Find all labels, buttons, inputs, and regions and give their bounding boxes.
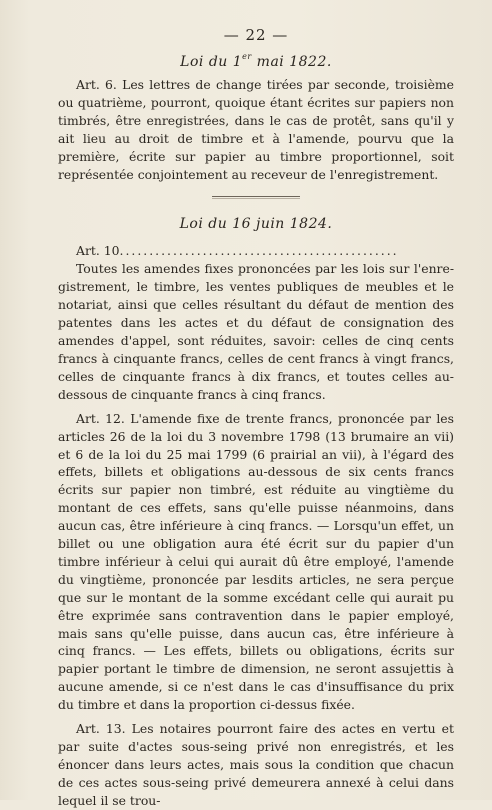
article-13: Art. 13. Les notaires pourront faire des actes en vertu et par suite d'actes sous-seing privé non enregistrés, et les énoncer dans leurs actes, mais sous la condition que chacun de ces actes sous-seing privé demeurera annexé à celui dans lequel il se trou-	[58, 721, 454, 808]
article-10-dots: ...............................................	[119, 243, 399, 259]
section-divider	[212, 196, 300, 199]
article-10-line	[58, 242, 454, 260]
section-heading-loi-1822	[58, 52, 454, 72]
article-10-text: Toutes les amendes fixes prononcées par les lois sur l'enregistrement, le timbre, les ventes publiques de meubles et le notariat, ainsi que celles résultant du défaut de mention des patentes dans les actes et du défaut de consignation des amendes d'appel, sont réduites, savoir: celles de cinq cents francs à cinquante francs, celles de cent francs à vingt francs, celles de cinquante francs à dix francs, et toutes celles au-dessous de cinquante francs à cinq francs.	[58, 261, 454, 402]
heading-suffix: mai 1822.	[251, 54, 332, 70]
heading-superscript: er	[242, 52, 252, 61]
page-number: — 22 —	[223, 26, 289, 44]
article-6: Art. 6. Les lettres de change tirées par seconde, troisième ou quatrième, pourront, quoique étant écrites sur papiers non timbrés, être enregistrées, dans le cas de protêt, sans qu'il y ait lieu au droit de timbre et à l'amende, pourvu que la première, écrite sur papier au timbre proportionnel, soit représentée conjointement au receveur de l'enregistrement.	[58, 77, 454, 182]
article-10-label: Art. 10	[76, 243, 120, 259]
article-12: Art. 12. L'amende fixe de trente francs, prononcée par les articles 26 de la loi du 3 novembre 1798 (13 brumaire an vii) et 6 de la loi du 25 mai 1799 (6 prairial an vii), à l'égard des effets, billets et obligations au-dessous de six cents francs écrits sur papier non timbré, est réduite au vingtième du montant de ces effets, sans qu'elle puisse néanmoins, dans aucun cas, être inférieure à cinq francs. — Lorsqu'un effet, un billet ou une obligation aura été écrit sur du papier d'un timbre inférieur à celui qui aurait dû être employé, l'amende du vingtième, prononcée par lesdits articles, ne sera perçue que sur le montant de la somme excédant celle qui aurait pu être exprimée sans contravention dans le papier employé, mais sans qu'elle puisse, dans aucun cas, être inférieure à cinq francs. — Les effets, billets ou obligations, écrits sur papier portant le timbre de dimension, ne seront assujettis à aucune amende, si ce n'est dans le cas d'insuffisance du prix du timbre et dans la proportion ci-dessus fixée.	[58, 410, 454, 713]
section-heading-loi-1824: Loi du 16 juin 1824.	[179, 216, 333, 233]
heading-prefix: Loi du 1	[180, 54, 243, 70]
